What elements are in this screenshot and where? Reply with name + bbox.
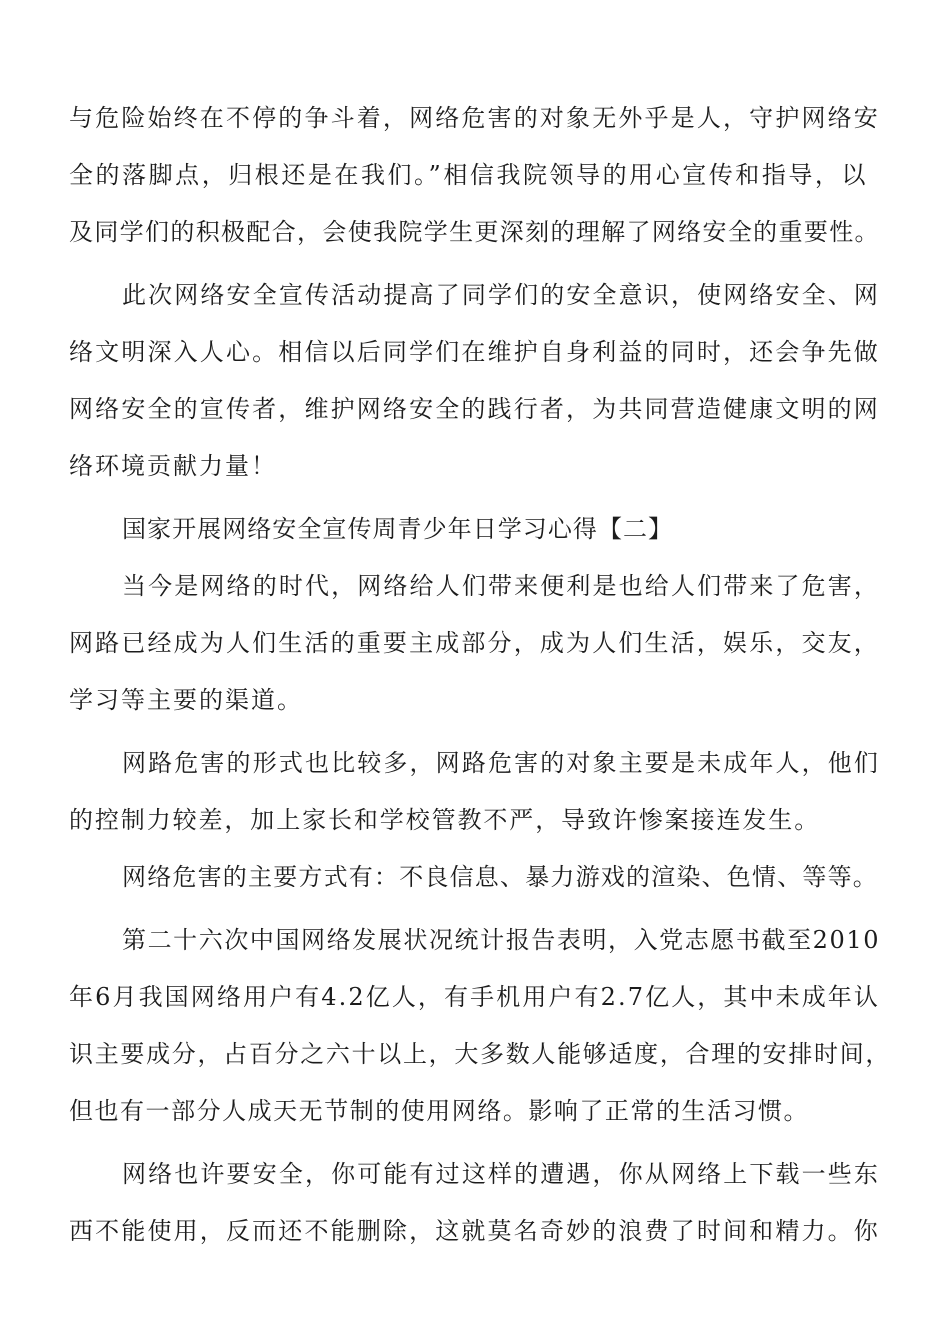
text-line: 全的落脚点，归根还是在我们。”相信我院领导的用心宣传和指导，以: [69, 161, 869, 189]
text-line: 及同学们的积极配合，会使我院学生更深刻的理解了网络安全的重要性。: [69, 218, 880, 246]
text-line: 国家开展网络安全宣传周青少年日学习心得【二】: [122, 515, 674, 543]
text-line: 当今是网络的时代，网络给人们带来便利是也给人们带来了危害，: [122, 572, 881, 600]
text-line: 学习等主要的渠道。: [69, 686, 303, 714]
text-line: 网路已经成为人们生活的重要主成部分，成为人们生活，娱乐，交友，: [69, 629, 880, 657]
text-line: 第二十六次中国网络发展状况统计报告表明，入党志愿书截至2010: [122, 926, 881, 954]
text-line: 但也有一部分人成天无节制的使用网络。影响了正常的生活习惯。: [69, 1097, 810, 1125]
text-line: 年6月我国网络用户有4.2亿人，有手机用户有2.7亿人，其中未成年认: [69, 983, 881, 1011]
text-line: 网络也许要安全，你可能有过这样的遭遇，你从网络上下载一些东: [122, 1160, 881, 1188]
text-line: 此次网络安全宣传活动提高了同学们的安全意识，使网络安全、网: [122, 281, 881, 309]
text-line: 络环境贡献力量！: [69, 452, 277, 480]
text-line: 网络安全的宣传者，维护网络安全的践行者，为共同营造健康文明的网: [69, 395, 880, 423]
text-line: 网络危害的主要方式有：不良信息、暴力游戏的渲染、色情、等等。: [122, 863, 878, 891]
text-line: 网路危害的形式也比较多，网路危害的对象主要是未成年人，他们: [122, 749, 881, 777]
text-line: 的控制力较差，加上家长和学校管教不严，导致许惨案接连发生。: [69, 806, 821, 834]
text-line: 络文明深入人心。相信以后同学们在维护自身利益的同时，还会争先做: [69, 338, 880, 366]
text-line: 与危险始终在不停的争斗着，网络危害的对象无外乎是人，守护网络安: [69, 104, 880, 132]
text-line: 西不能使用，反而还不能删除，这就莫名奇妙的浪费了时间和精力。你: [69, 1217, 880, 1245]
text-line: 识主要成分，占百分之六十以上，大多数人能够适度，合理的安排时间，: [69, 1040, 892, 1068]
